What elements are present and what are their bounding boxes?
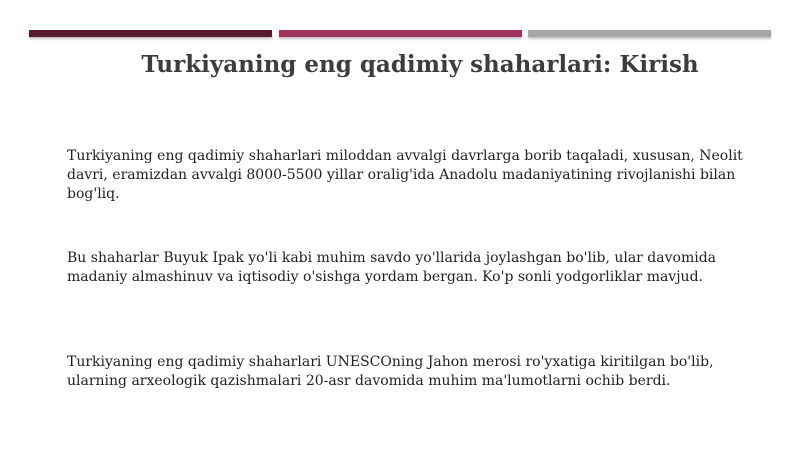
paragraph-intro: Turkiyaning eng qadimiy shaharlari miloddan avvalgi davrlarga borib taqaladi, xususan, Neolit davri, eramizdan avvalgi 8000-5500 yillar oralig'ida Anadolu madaniyatining rivojlanishi bilan bog'liq.: [67, 148, 743, 202]
slide-title: Turkiyaning eng qadimiy shaharlari: Kirish: [141, 51, 699, 78]
paragraph-unesco: Turkiyaning eng qadimiy shaharlari UNESCOning Jahon merosi ro'yxatiga kiritilgan bo'lib, ularning arxeologik qazishmalari 20-asr davomida muhim ma'lumotlarni ochib berdi.: [67, 354, 714, 389]
decorative-bar-gray: [528, 30, 771, 37]
decorative-bar-magenta: [279, 30, 522, 37]
paragraph-silk-road: Bu shaharlar Buyuk Ipak yo'li kabi muhim savdo yo'llarida joylashgan bo'lib, ular davomida madaniy almashinuv va iqtisodiy o'sishga yordam bergan. Ko'p sonli yodgorliklar mavjud.: [67, 250, 717, 285]
decorative-bar-dark-red: [29, 30, 272, 37]
